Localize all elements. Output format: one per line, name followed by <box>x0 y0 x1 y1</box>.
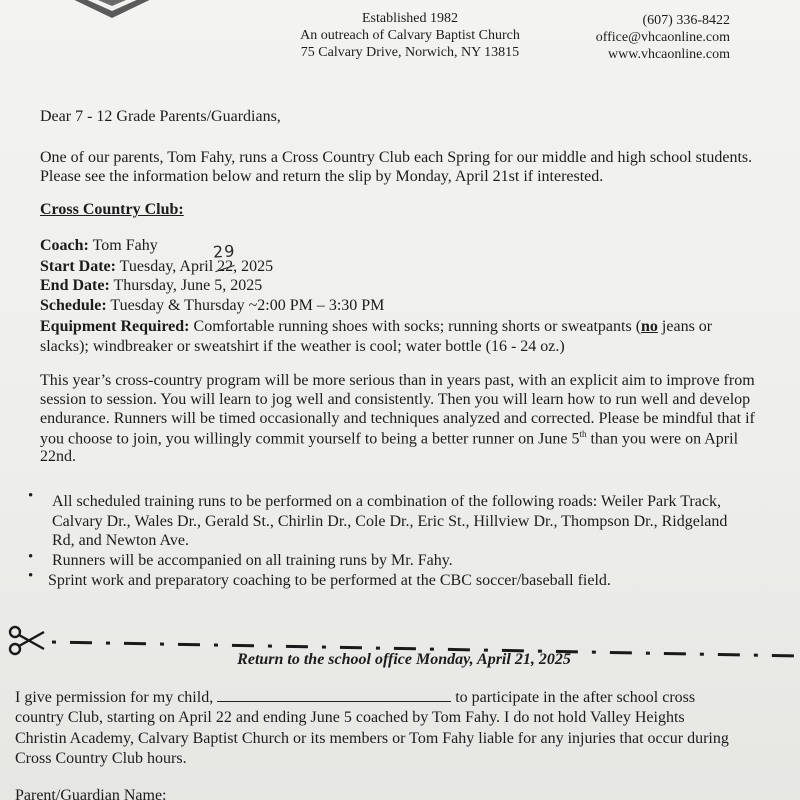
end-date-label: End Date: <box>40 277 110 294</box>
start-date-prefix: Tuesday, April <box>115 258 218 275</box>
bullet-1-line-3: Rd, and Newton Ave. <box>52 532 190 549</box>
email-address: office@vhcaonline.com <box>595 30 730 45</box>
guardian-name-label: Parent/Guardian Name: <box>15 787 167 800</box>
coach-value: Tom Fahy <box>88 237 158 254</box>
schedule-label: Schedule: <box>40 297 107 314</box>
program-line-4 <box>40 429 738 448</box>
return-instructions: Return to the school office Monday, April 21, 2025 <box>237 651 571 668</box>
equipment-label: Equipment Required: <box>40 318 190 335</box>
equipment-line-1 <box>40 318 712 336</box>
address-line: 75 Calvary Drive, Norwich, NY 13815 <box>300 45 520 60</box>
end-date-line <box>40 277 262 295</box>
greeting: Dear 7 - 12 Grade Parents/Guardians, <box>40 108 281 125</box>
bullet-1-line-2: Calvary Dr., Wales Dr., Gerald St., Chirlin Dr., Cole Dr., Eric St., Hillview Dr., Thompson Dr., Ridgeland <box>52 513 728 530</box>
program-line-2: session to session. You will learn to jog well and consistently. Then you will learn how to run well and develop <box>40 391 751 408</box>
program-line-1: This year’s cross-country program will be more serious than in years past, with an explicit aim to improve from <box>40 372 755 389</box>
schedule-line <box>40 297 384 315</box>
intro-line-2: Please see the information below and return the slip by Monday, April 21st if interested. <box>40 168 604 185</box>
school-logo <box>62 0 162 20</box>
outreach-line: An outreach of Calvary Baptist Church <box>300 28 520 43</box>
program-line-4-end: than you were on April <box>586 430 739 448</box>
permission-end: to participate in the after school cross <box>455 689 696 706</box>
club-heading: Cross Country Club: <box>40 201 184 218</box>
coach-line <box>40 237 158 255</box>
equipment-no-emphasis: no <box>641 318 658 335</box>
program-line-3: endurance. Runners will be timed occasionally and techniques analyzed and corrected. Please be mindful that if <box>40 410 755 427</box>
end-date-value: Thursday, June 5, 2025 <box>109 277 263 294</box>
equipment-text-1: Comfortable running shoes with socks; running shorts or sweatpants ( <box>189 318 642 335</box>
phone-number: (607) 336-8422 <box>642 13 730 28</box>
start-date-line <box>40 258 273 276</box>
start-date-suffix: , 2025 <box>233 258 274 275</box>
start-date-label: Start Date: <box>40 258 116 275</box>
bullet-2-text: Runners will be accompanied on all training runs by Mr. Fahy. <box>52 552 453 569</box>
program-line-4-text: you choose to join, you willingly commit yourself to being a better runner on June 5 <box>40 430 580 448</box>
equipment-line-2: slacks); windbreaker or sweatshirt if the weather is cool; water bottle (16 - 24 oz.) <box>40 338 565 355</box>
equipment-text-2: jeans or <box>657 318 713 335</box>
permission-line-1 <box>15 689 695 707</box>
permission-line-4: Cross Country Club hours. <box>15 750 187 767</box>
bullet-3-text: Sprint work and preparatory coaching to be performed at the CBC soccer/baseball field. <box>48 572 611 589</box>
established-line: Established 1982 <box>361 11 459 26</box>
ordinal-superscript: th <box>579 429 587 439</box>
coach-label: Coach: <box>40 237 89 254</box>
child-name-field[interactable] <box>217 689 451 702</box>
intro-line-1: One of our parents, Tom Fahy, runs a Cross Country Club each Spring for our middle and high school students. <box>40 149 753 166</box>
website-address: www.vhcaonline.com <box>608 47 730 62</box>
bullet-3-marker: • <box>28 568 34 584</box>
bullet-1-marker: • <box>28 488 34 504</box>
letterhead-center <box>300 10 520 61</box>
permission-start: I give permission for my child, <box>15 689 214 706</box>
handwritten-date-correction: 29 <box>212 241 236 262</box>
struck-date: 22 <box>217 258 234 275</box>
letterhead-contact <box>560 12 730 63</box>
permission-line-3: Christin Academy, Calvary Baptist Church or its members or Tom Fahy liable for any injuries that occur during <box>15 730 729 747</box>
permission-line-2: country Club, starting on April 22 and ending June 5 coached by Tom Fahy. I do not hold Valley Heights <box>15 709 685 726</box>
program-line-5: 22nd. <box>40 448 76 465</box>
scissors-icon <box>10 627 44 654</box>
bullet-2-marker: • <box>28 549 34 565</box>
bullet-1-line-1: All scheduled training runs to be performed on a combination of the following roads: Weiler Park Track, <box>52 493 721 510</box>
schedule-value: Tuesday & Thursday ~2:00 PM – 3:30 PM <box>106 297 385 314</box>
